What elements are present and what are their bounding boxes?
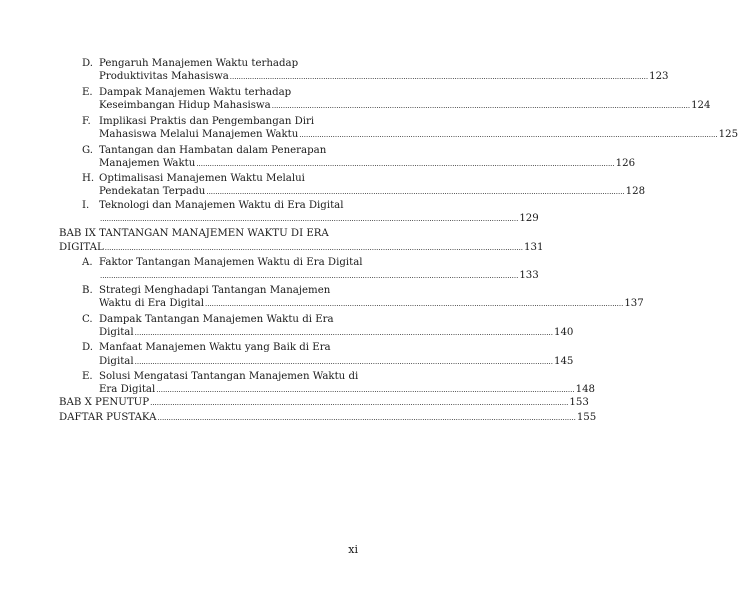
toc-entry-g-line2: Manajemen Waktu [99, 158, 196, 169]
toc-entry-9e[interactable] [99, 383, 596, 397]
dot-leader: ............................................................................................................................................................................................ [196, 160, 615, 168]
toc-num-9a: A. [82, 257, 93, 268]
toc-entry-9a-line1: Faktor Tantangan Manajemen Waktu di Era Digital [99, 257, 363, 268]
toc-entry-d-line1: Pengaruh Manajemen Waktu terhadap [99, 58, 299, 69]
toc-entry-g[interactable] [99, 157, 636, 171]
toc-entry-9c-line2: Digital [99, 327, 134, 338]
toc-entry-9b[interactable] [99, 297, 644, 311]
dot-leader: ............................................................................................................................................................................................ [271, 102, 691, 110]
toc-bibliography[interactable] [59, 411, 597, 425]
page-number: 145 [553, 356, 574, 367]
page-number: 129 [519, 213, 539, 224]
toc-num-d: D. [82, 58, 94, 69]
page-number: 153 [569, 397, 589, 408]
dot-leader: ............................................................................................................................................................................................ [205, 300, 624, 308]
page-number: 124 [691, 100, 711, 111]
toc-num-9c: C. [82, 314, 93, 325]
page-number: 148 [575, 384, 596, 395]
toc-entry-g-line1: Tantangan dan Hambatan dalam Penerapan [99, 145, 327, 156]
toc-entry-9d-line1: Manfaat Manajemen Waktu yang Baik di Era [99, 342, 331, 353]
dot-leader: ............................................................................................................................................................................................ [206, 188, 625, 196]
dot-leader: ............................................................................................................................................................................................ [100, 272, 519, 280]
chapter-9-title-line1: BAB IX TANTANGAN MANAJEMEN WAKTU DI ERA [59, 228, 329, 239]
toc-entry-h-line2: Pendekatan Terpadu [99, 186, 206, 197]
dot-leader: ............................................................................................................................................................................................ [156, 386, 575, 394]
toc-entry-h[interactable] [99, 185, 646, 199]
toc-num-f: F. [82, 116, 91, 127]
page-number: 125 [718, 129, 738, 140]
toc-entry-9b-line2: Waktu di Era Digital [99, 298, 204, 309]
toc-chapter-9[interactable] [59, 241, 544, 255]
dot-leader: ............................................................................................................................................................................................ [157, 414, 576, 422]
toc-entry-9e-line1: Solusi Mengatasi Tantangan Manajemen Waktu di [99, 371, 359, 382]
page-number: 131 [524, 242, 544, 253]
toc-entry-i-line1: Teknologi dan Manajemen Waktu di Era Digital [99, 200, 344, 211]
toc-entry-9c[interactable] [99, 326, 574, 340]
dot-leader: ............................................................................................................................................................................................ [100, 215, 519, 223]
toc-entry-9c-line1: Dampak Tantangan Manajemen Waktu di Era [99, 314, 334, 325]
bibliography-title: DAFTAR PUSTAKA [59, 412, 157, 423]
page-number: 137 [624, 298, 644, 309]
toc-entry-9b-line1: Strategi Menghadapi Tantangan Manajemen [99, 285, 331, 296]
dot-leader: ............................................................................................................................................................................................ [134, 329, 553, 337]
toc-num-h: H. [82, 173, 95, 184]
toc-entry-f[interactable] [99, 128, 738, 142]
toc-num-e: E. [82, 87, 93, 98]
chapter-9-title-line2: DIGITAL [59, 242, 104, 253]
toc-num-9e: E. [82, 371, 93, 382]
toc-entry-e[interactable] [99, 99, 711, 113]
toc-num-g: G. [82, 145, 94, 156]
toc-entry-d-line2: Produktivitas Mahasiswa [99, 71, 229, 82]
toc-entry-e-line1: Dampak Manajemen Waktu terhadap [99, 87, 292, 98]
toc-entry-h-line1: Optimalisasi Manajemen Waktu Melalui [99, 173, 305, 184]
toc-num-9b: B. [82, 285, 93, 296]
dot-leader: ............................................................................................................................................................................................ [150, 399, 569, 407]
dot-leader: ............................................................................................................................................................................................ [134, 358, 553, 366]
page-folio: xi [348, 543, 358, 556]
page-number: 128 [625, 186, 646, 197]
toc-entry-f-line2: Mahasiswa Melalui Manajemen Waktu [99, 129, 299, 140]
toc-entry-9e-line2: Era Digital [99, 384, 156, 395]
chapter-10-title: BAB X PENUTUP [59, 397, 150, 408]
dot-leader: ............................................................................................................................................................................................ [104, 244, 524, 252]
page-number: 155 [576, 412, 597, 423]
toc-entry-d[interactable] [99, 70, 669, 84]
toc-entry-9d[interactable] [99, 355, 574, 369]
page-number: 133 [519, 270, 539, 281]
toc-chapter-10[interactable] [59, 396, 589, 410]
toc-entry-e-line2: Keseimbangan Hidup Mahasiswa [99, 100, 271, 111]
toc-entry-9a[interactable] [99, 269, 539, 283]
page-number: 140 [553, 327, 574, 338]
page-number: 123 [649, 71, 669, 82]
page-number: 126 [615, 158, 636, 169]
dot-leader: ............................................................................................................................................................................................ [299, 131, 718, 139]
toc-num-i: I. [82, 200, 90, 211]
toc-entry-i[interactable] [99, 212, 539, 226]
dot-leader: ............................................................................................................................................................................................ [229, 73, 649, 81]
toc-num-9d: D. [82, 342, 94, 353]
toc-entry-9d-line2: Digital [99, 356, 134, 367]
toc-entry-f-line1: Implikasi Praktis dan Pengembangan Diri [99, 116, 315, 127]
